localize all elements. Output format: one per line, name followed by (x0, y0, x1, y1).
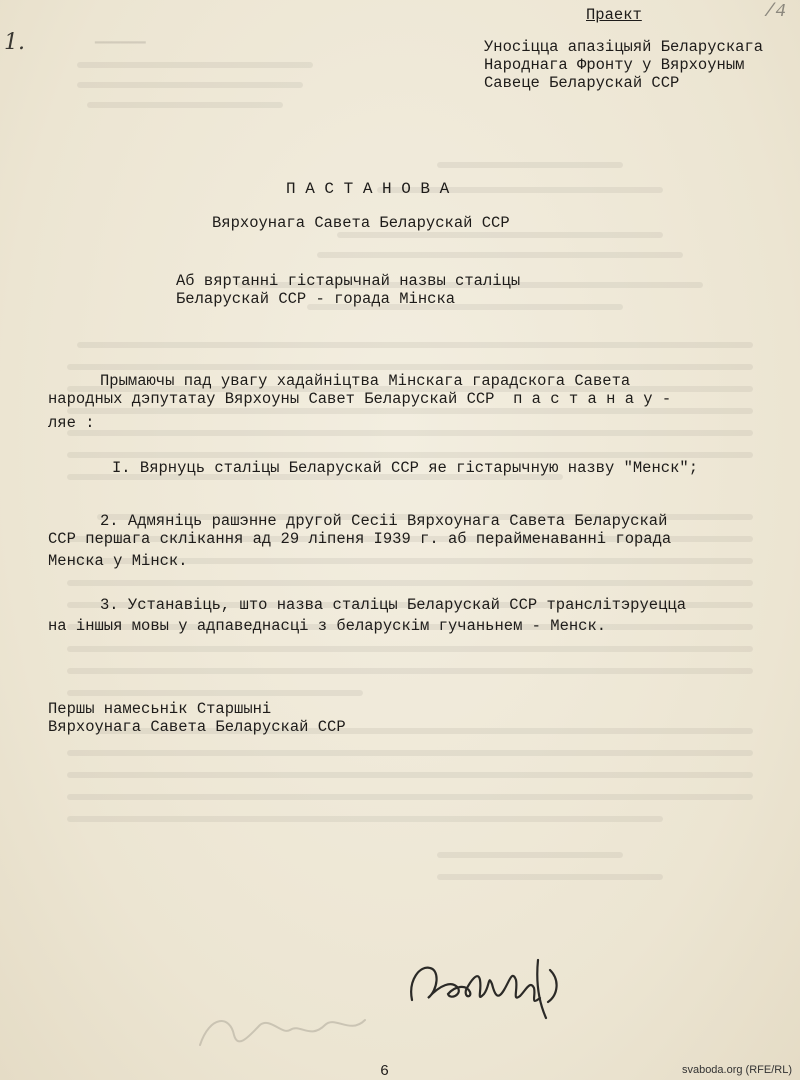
margin-annotation: 1. (4, 30, 25, 55)
submitter-line-1: Уносіцца апазіцыяй Беларускага (484, 38, 764, 56)
item-3-line-1: 3. Устанавіць, што назва сталіцы Беларускай ССР транслітэруецца (100, 596, 686, 614)
item-2-line-1: 2. Адмяніць рашэнне другой Сесіі Вярхоунага Савета Беларускай (100, 512, 668, 530)
handwritten-signature (400, 940, 590, 1030)
item-1: I. Вярнуць сталіцы Беларускай ССР яе гістарычную назву "Менск"; (112, 459, 698, 477)
submitter-line-3: Савеце Беларускай ССР (484, 74, 680, 92)
bleed-through-header: ▁▁▁▁▁▁ (95, 29, 146, 45)
page-number: 6 (380, 1063, 390, 1080)
item-2-line-3: Менска у Мінск. (48, 552, 188, 570)
item-3-line-2: на іншыя мовы у адпаведнасці з беларускім гучаньнем - Менск. (48, 617, 607, 635)
bleed-through-signature (190, 995, 390, 1065)
signatory-line-2: Вярхоунага Савета Беларускай ССР (48, 718, 346, 736)
corner-page-mark: /4 (764, 2, 786, 22)
preamble-line-2: народных дэпутатау Вярхоуны Савет Беларускай ССР п а с т а н а у - (48, 390, 672, 408)
heading-line-1: Аб вяртанні гістарычнай назвы сталіцы (176, 272, 521, 290)
heading-line-2: Беларускай ССР - горада Мінска (176, 290, 456, 308)
document-subtitle: Вярхоунага Савета Беларускай ССР (212, 214, 510, 232)
item-2-line-2: ССР першага склікання ад 29 ліпеня I939 г. аб перайменаванні горада (48, 530, 672, 548)
project-label: Праект (586, 6, 642, 24)
preamble-line-1: Прымаючы пад увагу хадайніцтва Мінскага гарадскога Савета (100, 372, 631, 390)
submitter-line-2: Народнага Фронту у Вярхоуным (484, 56, 745, 74)
photo-credit: svaboda.org (RFE/RL) (681, 1064, 792, 1076)
document-title: П А С Т А Н О В А (286, 180, 450, 198)
signatory-line-1: Першы намесьнік Старшыні (48, 700, 272, 718)
preamble-line-3: ляе : (48, 414, 95, 432)
